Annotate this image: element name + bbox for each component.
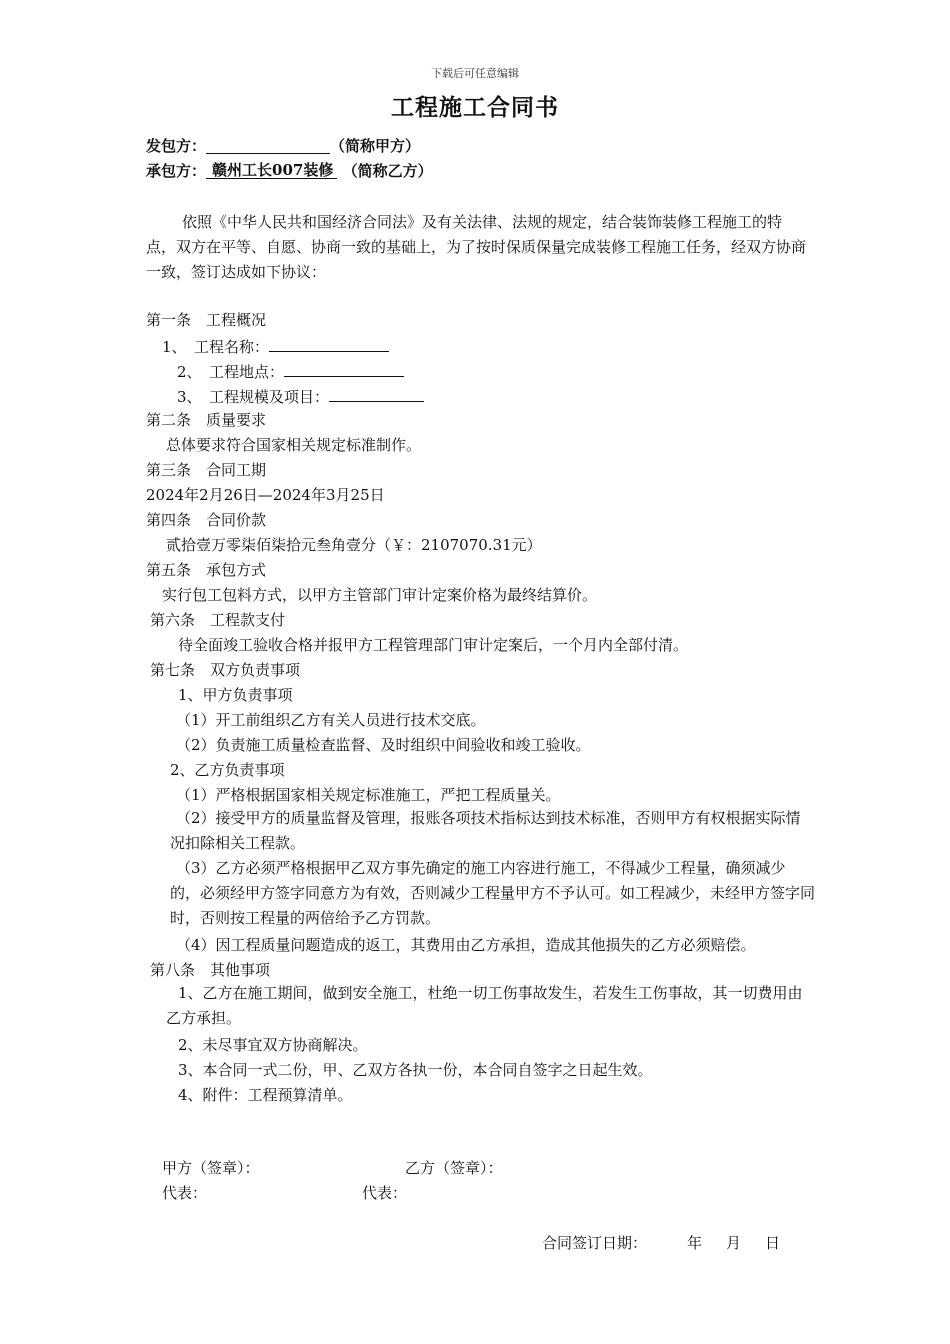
article-5-text: 实行包工包料方式，以甲方主管部门审计定案价格为最终结算价。 <box>162 586 598 604</box>
article-8-title: 第八条 其他事项 <box>150 961 271 979</box>
party-a-duties-title: 1、甲方负责事项 <box>178 686 293 704</box>
article-1-item-1 <box>162 338 389 355</box>
project-location-blank <box>284 363 404 377</box>
article-4-title: 第四条 合同价款 <box>146 511 267 529</box>
party-a-signature: 甲方（签章）： <box>162 1159 260 1177</box>
article-4-text: 贰拾壹万零柒佰柒拾元叁角壹分（￥：2107070.31元） <box>166 536 542 554</box>
party-a-representative: 代表： <box>162 1184 208 1202</box>
article-1-item-2 <box>177 363 404 380</box>
article-6-title: 第六条 工程款支付 <box>150 611 286 629</box>
contractor-blank <box>206 138 330 154</box>
article-1-item-3 <box>177 388 424 405</box>
article-5-title: 第五条 承包方式 <box>146 561 267 579</box>
contractor-label: 发包方： <box>146 137 207 155</box>
party-a-duty-2: （2）负责施工质量检查监督、及时组织中间验收和竣工验收。 <box>176 736 591 754</box>
date-month: 月 <box>726 1234 742 1252</box>
party-b-duty-2: （2）接受甲方的质量监督及管理，报账各项技术指标达到技术标准，否则甲方有权根据实际情况扣除相关工程款。 <box>170 809 801 852</box>
contractor-line <box>146 138 420 154</box>
header-note: 下载后可任意编辑 <box>431 67 519 80</box>
article-3-title: 第三条 合同工期 <box>146 461 267 479</box>
contractor-suffix: （简称甲方） <box>330 137 421 155</box>
party-a-duty-1: （1）开工前组织乙方有关人员进行技术交底。 <box>176 711 486 729</box>
contractee-label: 承包方： <box>146 162 207 180</box>
article-7-title: 第七条 双方负责事项 <box>150 661 301 679</box>
project-name-blank <box>269 338 389 352</box>
other-item-3: 3、本合同一式二份，甲、乙双方各执一份，本合同自签字之日起生效。 <box>178 1061 653 1079</box>
signing-date-label: 合同签订日期： <box>542 1234 648 1252</box>
contractee-line <box>146 163 433 179</box>
date-day: 日 <box>765 1234 781 1252</box>
party-b-duty-4: （4）因工程质量问题造成的返工，其费用由乙方承担，造成其他损失的乙方必须赔偿。 <box>176 936 756 954</box>
other-item-1: 1、乙方在施工期间，做到安全施工，杜绝一切工伤事故发生，若发生工伤事故，其一切费用由乙方承担。 <box>166 984 803 1027</box>
party-b-duty-3: （3）乙方必须严格根据甲乙双方事先确定的施工内容进行施工，不得减少工程量，确须减少的，必须经甲方签字同意方为有效，否则减少工程量甲方不予认可。如工程减少，未经甲方签字同时，否则按工程量的两倍给予乙方罚款。 <box>170 859 816 927</box>
party-b-duty-1: （1）严格根据国家相关规定标准施工，严把工程质量关。 <box>176 786 561 804</box>
article-3-text: 2024年2月26日—2024年3月25日 <box>146 486 385 504</box>
party-b-duties-title: 2、乙方负责事项 <box>170 761 285 779</box>
contractee-name: 赣州工长007装修 <box>206 163 337 179</box>
project-location-label: 2、 工程地点： <box>177 363 285 381</box>
intro-paragraph: 依照《中华人民共和国经济合同法》及有关法律、法规的规定，结合装饰装修工程施工的特点，双方在平等、自愿、协商一致的基础上，为了按时保质保量完成装修工程施工任务，经双方协商一致，签订达成如下协议： <box>146 213 807 281</box>
article-6-text: 待全面竣工验收合格并报甲方工程管理部门审计定案后，一个月内全部付清。 <box>178 636 689 654</box>
signing-date-line <box>542 1236 780 1251</box>
contractee-suffix: （简称乙方） <box>342 162 433 180</box>
other-item-4: 4、附件：工程预算清单。 <box>178 1086 353 1104</box>
date-year: 年 <box>687 1234 703 1252</box>
party-b-signature: 乙方（签章）： <box>405 1159 503 1177</box>
other-item-2: 2、未尽事宜双方协商解决。 <box>178 1036 368 1054</box>
article-1-title: 第一条 工程概况 <box>146 311 267 329</box>
article-2-title: 第二条 质量要求 <box>146 411 267 429</box>
document-title: 工程施工合同书 <box>391 94 559 121</box>
party-b-representative: 代表： <box>362 1184 408 1202</box>
project-name-label: 1、 工程名称： <box>162 338 270 356</box>
project-scale-label: 3、 工程规模及项目： <box>177 388 330 406</box>
article-2-text: 总体要求符合国家相关规定标准制作。 <box>166 436 422 454</box>
project-scale-blank <box>329 388 424 402</box>
